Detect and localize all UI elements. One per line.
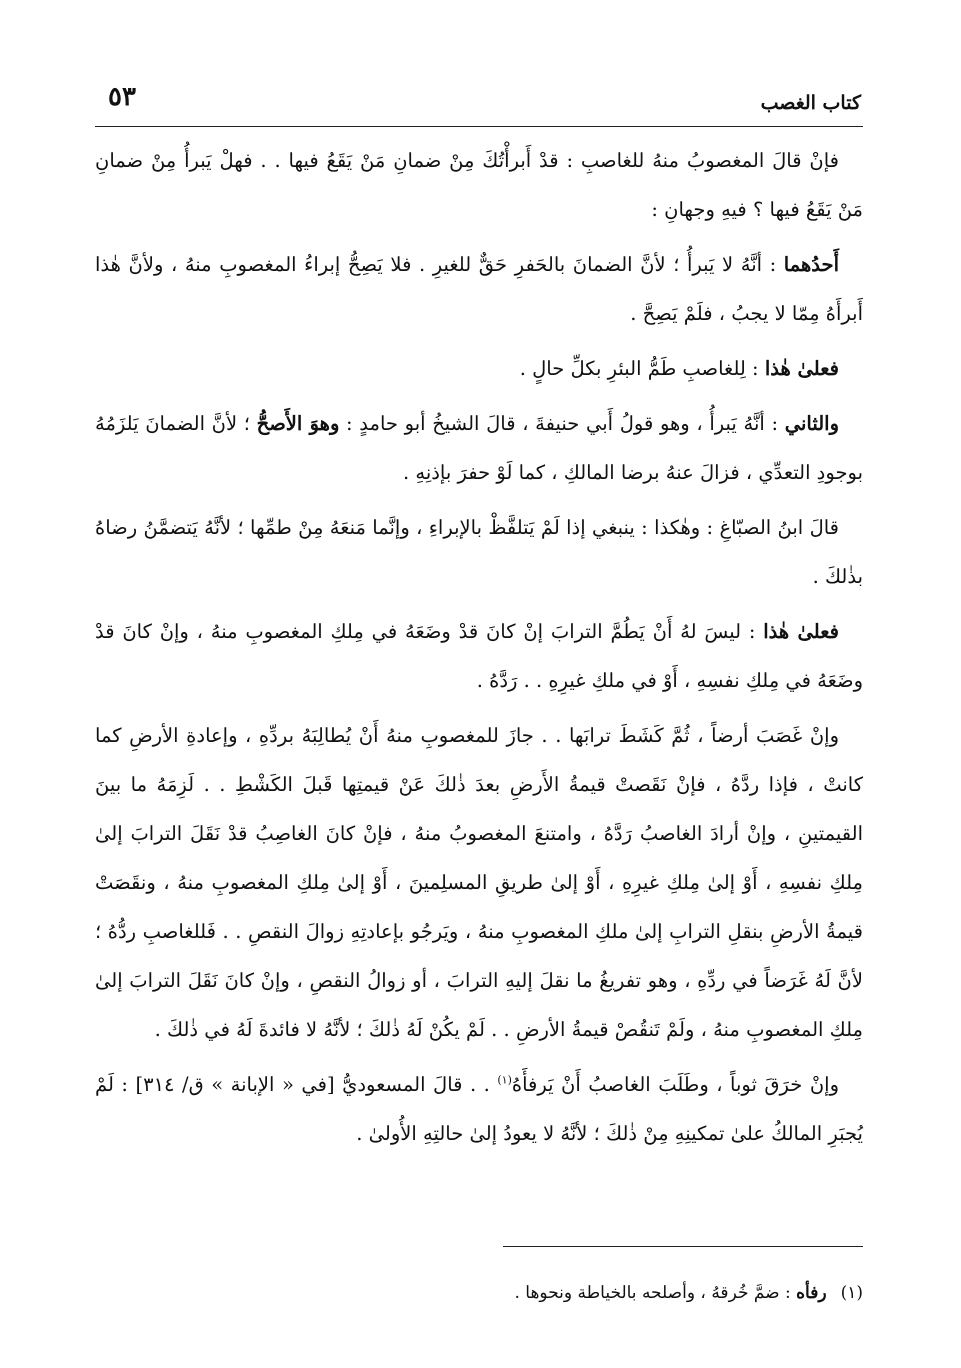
paragraph-8	[95, 1060, 863, 1158]
footnote-number: (١)	[840, 1283, 863, 1303]
paragraph-2	[95, 240, 863, 338]
paragraph-7	[95, 711, 863, 1054]
paragraph-6	[95, 607, 863, 705]
paragraph-lead: والثاني	[784, 412, 840, 435]
footnote	[95, 1278, 863, 1308]
paragraph-text: وإنْ خرَقَ ثوباً ، وطَلَبَ الغاصبُ أَنْ يَرفأَهُ	[511, 1073, 839, 1096]
footnote-term: رفأه	[796, 1283, 827, 1303]
footnote-rule	[503, 1246, 863, 1247]
paragraph-lead: أَحدُهما	[783, 253, 839, 276]
page-header	[96, 82, 861, 122]
paragraph-text: وإنْ غَصَبَ أرضاً ، ثُمَّ كَشَطَ ترابَها . . جازَ للمغصوبِ منهُ أَنْ يُطالِبَهُ بردِّهِ ، وإعادةِ الأرضِ كما كانتْ ، فإذا ردَّهُ ، فإنْ نَقَصتْ قيمةُ الأَرضِ بعدَ ذٰلكَ عَنْ قيمتِها قَبلَ الكَشْطِ . . لَزِمَهُ ما بينَ القيمتينِ ، وإنْ أرادَ الغاصبُ رَدَّهُ ، وامتنعَ المغصوبُ منهُ ، فإنْ كانَ الغاصِبُ قدْ نَقَلَ الترابَ إلىٰ مِلكِ نفسِهِ ، أَوْ إلىٰ مِلكِ غيرِهِ ، أَوْ إلىٰ طريقِ المسلِمينَ ، أَوْ إلىٰ مِلكِ المغصوبِ منهُ ، ونقَصَتْ قيمةُ الأرضِ بنقلِ الترابِ إلىٰ ملكِ المغصوبِ منهُ ، ويَرجُو بإعادتِهِ زوالَ النقصِ . . فَللغاصبِ ردُّهُ ؛ لأنَّ لَهُ غَرَضاً في ردِّهِ ، وهو تفريغُ ما نقلَ إليهِ الترابَ ، أو زوالُ النقصِ ، وإنْ كانَ نَقَلَ الترابَ إلىٰ مِلكِ المغصوبِ منهُ ، ولَمْ تَنقُصْ قيمةُ الأرضِ . . لَمْ يكُنْ لَهُ ذٰلكَ ؛ لأنَّهُ لا فائدةَ لَهُ في ذٰلكَ .	[95, 724, 863, 1041]
paragraph-lead: فعلىٰ هٰذا	[763, 620, 839, 643]
paragraph-text: فإنْ قالَ المغصوبُ منهُ للغاصبِ : قدْ أَبرأْتُكَ مِنْ ضمانِ مَنْ يَقَعُ فيها . . فهلْ يَبرأُ مِنْ ضمانِ مَنْ يَقَعُ فيها ؟ فيهِ وجهانِ :	[95, 149, 863, 221]
paragraph-lead: فعلىٰ هٰذا	[764, 357, 839, 380]
footnote-text: : ضمَّ خُرقهُ ، وأصلحه بالخياطة ونحوها .	[514, 1283, 797, 1303]
paragraph-5	[95, 503, 863, 601]
running-title: كتاب الغصب	[760, 92, 861, 114]
paragraph-4	[95, 399, 863, 497]
paragraph-1	[95, 136, 863, 234]
paragraph-text: . . قالَ المسعوديُّ [في « الإبانة » ق/ ٣١٤] : لَمْ يُجبَرِ المالكُ علىٰ تمكينِهِ مِنْ ذٰلكَ ؛ لأنَّهُ لا يعودُ إلىٰ حالتِهِ الأُولىٰ .	[95, 1073, 863, 1145]
paragraph-emphasis: وهوَ الأَصحُّ	[256, 412, 340, 435]
paragraph-3	[95, 344, 863, 393]
page-number: ٥٣	[108, 82, 136, 112]
footnote-reference[interactable]: (١)	[497, 1073, 512, 1087]
paragraph-text: : ليسَ لهُ أَنْ يَطُمَّ الترابَ إنْ كانَ قدْ وضَعَهُ في مِلكِ المغصوبِ منهُ ، وإنْ كانَ قدْ وضَعَهُ في مِلكِ نفسِهِ ، أَوْ في ملكِ غيرِهِ . . رَدَّهُ .	[95, 620, 863, 692]
paragraph-text: : أنَّهُ لا يَبرأُ ؛ لأنَّ الضمانَ بالحَفرِ حَقٌّ للغيرِ . فلا يَصِحُّ إبراءُ المغصوبِ منهُ ، ولأنَّ هٰذا أَبرأَهُ مِمّا لا يجبُ ، فلَمْ يَصِحَّ .	[95, 253, 863, 325]
main-text	[95, 136, 863, 1164]
paragraph-text: : أنَّهُ يَبرأُ ، وهو قولُ أَبي حنيفةَ ، قالَ الشيخُ أبو حامدٍ :	[339, 412, 785, 435]
paragraph-text: ؛ لأنَّ الضمانَ يَلزَمُهُ بوجودِ التعدِّي ، فزالَ عنهُ برضا المالكِ ، كما لَوْ حفرَ بإذنِهِ .	[95, 412, 863, 484]
header-rule	[95, 126, 863, 127]
paragraph-text: قالَ ابنُ الصبّاغِ : وهٰكذا : ينبغي إذا لَمْ يَتلفَّظْ بالإبراءِ ، وإنَّما مَنعَهُ مِنْ طمِّها ؛ لأنَّهُ يَتضمَّنُ رضاهُ بذٰلكَ .	[95, 516, 863, 588]
paragraph-text: : لِلغاصبِ طَمُّ البئرِ بكلِّ حالٍ .	[519, 357, 765, 380]
